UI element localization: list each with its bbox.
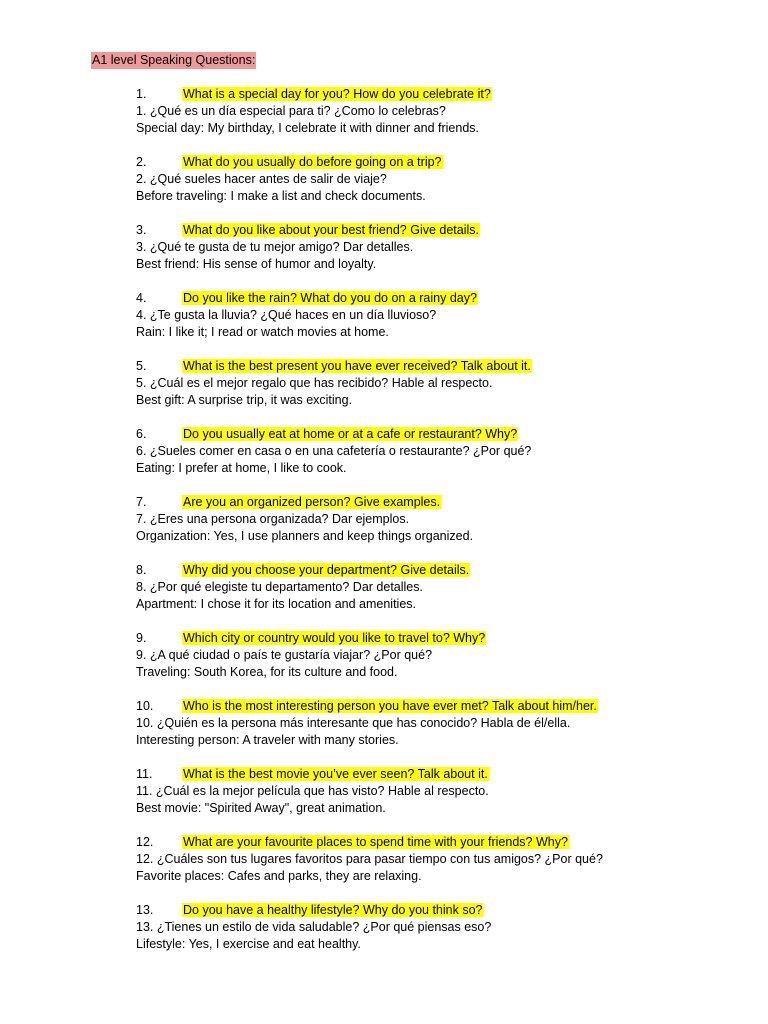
question-number: 5. xyxy=(136,359,147,373)
question-text: What is the best present you have ever received? Talk about it. xyxy=(183,359,531,373)
question-text: What is a special day for you? How do you celebrate it? xyxy=(183,87,491,101)
question-line xyxy=(136,902,728,919)
spanish-translation: 2. ¿Qué sueles hacer antes de salir de viaje? xyxy=(136,172,387,186)
spanish-translation: 1. ¿Qué es un día especial para ti? ¿Como lo celebras? xyxy=(136,104,446,118)
answer-text: Interesting person: A traveler with many stories. xyxy=(136,733,399,747)
question-number: 10. xyxy=(136,699,154,713)
question-item xyxy=(136,222,728,273)
question-line xyxy=(136,358,728,375)
spanish-translation: 4. ¿Te gusta la lluvia? ¿Qué haces en un día lluvioso? xyxy=(136,308,437,322)
spanish-translation: 12. ¿Cuáles son tus lugares favoritos para pasar tiempo con tus amigos? ¿Por qué? xyxy=(136,852,603,866)
question-item xyxy=(136,154,728,205)
answer-text: Best gift: A surprise trip, it was exciting. xyxy=(136,393,353,407)
question-line xyxy=(136,630,728,647)
spanish-translation: 9. ¿A qué ciudad o país te gustaría viajar? ¿Por qué? xyxy=(136,648,433,662)
question-number: 8. xyxy=(136,563,147,577)
question-line xyxy=(136,494,728,511)
question-number: 12. xyxy=(136,835,154,849)
spanish-translation: 6. ¿Sueles comer en casa o en una cafetería o restaurante? ¿Por qué? xyxy=(136,444,532,458)
question-text: What is the best movie you’ve ever seen? Talk about it. xyxy=(183,767,488,781)
question-item xyxy=(136,766,728,817)
question-text: Which city or country would you like to travel to? Why? xyxy=(183,631,486,645)
question-item xyxy=(136,86,728,137)
question-text: Do you have a healthy lifestyle? Why do you think so? xyxy=(183,903,483,917)
question-line xyxy=(136,562,728,579)
document-title: A1 level Speaking Questions: xyxy=(92,53,256,67)
question-item xyxy=(136,698,728,749)
question-text: Who is the most interesting person you have ever met? Talk about him/her. xyxy=(183,699,597,713)
question-text: Do you like the rain? What do you do on a rainy day? xyxy=(183,291,477,305)
answer-text: Best friend: His sense of humor and loyalty. xyxy=(136,257,377,271)
answer-text: Special day: My birthday, I celebrate it with dinner and friends. xyxy=(136,121,479,135)
spanish-translation: 11. ¿Cuál es la mejor película que has visto? Hable al respecto. xyxy=(136,784,489,798)
question-line xyxy=(136,154,728,171)
question-number: 13. xyxy=(136,903,154,917)
spanish-translation: 13. ¿Tienes un estilo de vida saludable? ¿Por qué piensas eso? xyxy=(136,920,492,934)
question-text: What do you like about your best friend? Give details. xyxy=(183,223,479,237)
answer-text: Organization: Yes, I use planners and keep things organized. xyxy=(136,529,474,543)
spanish-translation: 7. ¿Eres una persona organizada? Dar ejemplos. xyxy=(136,512,410,526)
question-number: 4. xyxy=(136,291,147,305)
spanish-translation: 3. ¿Qué te gusta de tu mejor amigo? Dar detalles. xyxy=(136,240,414,254)
question-number: 1. xyxy=(136,87,147,101)
question-item xyxy=(136,902,728,953)
question-item xyxy=(136,426,728,477)
question-item xyxy=(136,562,728,613)
spanish-translation: 10. ¿Quién es la persona más interesante que has conocido? Habla de él/ella. xyxy=(136,716,571,730)
question-item xyxy=(136,358,728,409)
question-line xyxy=(136,426,728,443)
answer-text: Rain: I like it; I read or watch movies at home. xyxy=(136,325,389,339)
spanish-translation: 5. ¿Cuál es el mejor regalo que has recibido? Hable al respecto. xyxy=(136,376,493,390)
question-line xyxy=(136,766,728,783)
question-text: What do you usually do before going on a trip? xyxy=(183,155,442,169)
question-number: 6. xyxy=(136,427,147,441)
question-line xyxy=(136,86,728,103)
answer-text: Favorite places: Cafes and parks, they are relaxing. xyxy=(136,869,422,883)
question-list xyxy=(91,86,728,953)
question-line xyxy=(136,222,728,239)
question-number: 2. xyxy=(136,155,147,169)
question-number: 9. xyxy=(136,631,147,645)
question-item xyxy=(136,290,728,341)
question-number: 3. xyxy=(136,223,147,237)
answer-text: Before traveling: I make a list and check documents. xyxy=(136,189,426,203)
answer-text: Best movie: "Spirited Away", great animation. xyxy=(136,801,386,815)
question-text: What are your favourite places to spend time with your friends? Why? xyxy=(183,835,568,849)
question-item xyxy=(136,630,728,681)
question-text: Are you an organized person? Give examples. xyxy=(183,495,441,509)
question-number: 11. xyxy=(136,767,153,781)
question-line xyxy=(136,698,728,715)
question-text: Do you usually eat at home or at a cafe or restaurant? Why? xyxy=(183,427,518,441)
answer-text: Traveling: South Korea, for its culture and food. xyxy=(136,665,398,679)
answer-text: Apartment: I chose it for its location and amenities. xyxy=(136,597,416,611)
answer-text: Eating: I prefer at home, I like to cook. xyxy=(136,461,347,475)
question-item xyxy=(136,494,728,545)
question-number: 7. xyxy=(136,495,147,509)
question-line xyxy=(136,290,728,307)
spanish-translation: 8. ¿Por qué elegiste tu departamento? Dar detalles. xyxy=(136,580,423,594)
question-text: Why did you choose your department? Give details. xyxy=(183,563,470,577)
answer-text: Lifestyle: Yes, I exercise and eat healthy. xyxy=(136,937,361,951)
question-item xyxy=(136,834,728,885)
question-line xyxy=(136,834,728,851)
